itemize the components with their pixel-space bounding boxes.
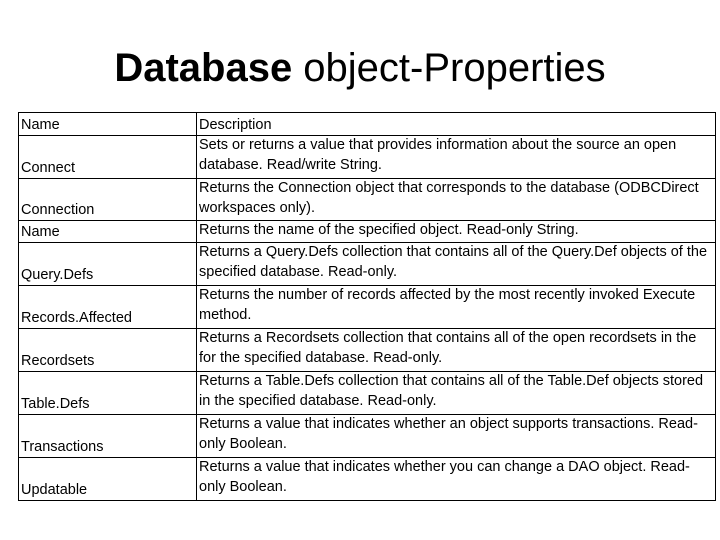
table-row <box>19 179 716 221</box>
property-name: Name <box>19 221 197 243</box>
table-row <box>19 458 716 501</box>
table-row <box>19 221 716 243</box>
header-name: Name <box>19 113 197 136</box>
property-name: Table.Defs <box>19 372 197 415</box>
property-description: Returns a Query.Defs collection that contains all of the Query.Def objects of the specified database. Read-only. <box>197 243 716 286</box>
property-description: Returns the name of the specified object. Read-only String. <box>197 221 716 243</box>
table-row <box>19 243 716 286</box>
property-name: Updatable <box>19 458 197 501</box>
property-name: Connection <box>19 179 197 221</box>
property-name: Connect <box>19 136 197 179</box>
table-row <box>19 372 716 415</box>
property-description: Returns a value that indicates whether you can change a DAO object. Read-only Boolean. <box>197 458 716 501</box>
property-description: Returns a Table.Defs collection that contains all of the Table.Def objects stored in the specified database. Read-only. <box>197 372 716 415</box>
slide-title-bold: Database <box>114 46 293 90</box>
property-description: Sets or returns a value that provides information about the source an open database. Read/write String. <box>197 136 716 179</box>
property-name: Query.Defs <box>19 243 197 286</box>
property-description: Returns a value that indicates whether an object supports transactions. Read-only Boolean. <box>197 415 716 458</box>
table-row <box>19 329 716 372</box>
properties-table <box>18 112 716 501</box>
property-description: Returns the number of records affected by the most recently invoked Execute method. <box>197 286 716 329</box>
property-description: Returns the Connection object that corresponds to the database (ODBCDirect workspaces only). <box>197 179 716 221</box>
slide-title-rest: object-Properties <box>292 46 606 90</box>
table-row <box>19 286 716 329</box>
property-description: Returns a Recordsets collection that contains all of the open recordsets in the for the specified database. Read-only. <box>197 329 716 372</box>
property-name: Records.Affected <box>19 286 197 329</box>
property-name: Transactions <box>19 415 197 458</box>
slide-title <box>0 44 720 92</box>
table-row <box>19 415 716 458</box>
table-header-row <box>19 113 716 136</box>
header-description: Description <box>197 113 716 136</box>
table-row <box>19 136 716 179</box>
property-name: Recordsets <box>19 329 197 372</box>
